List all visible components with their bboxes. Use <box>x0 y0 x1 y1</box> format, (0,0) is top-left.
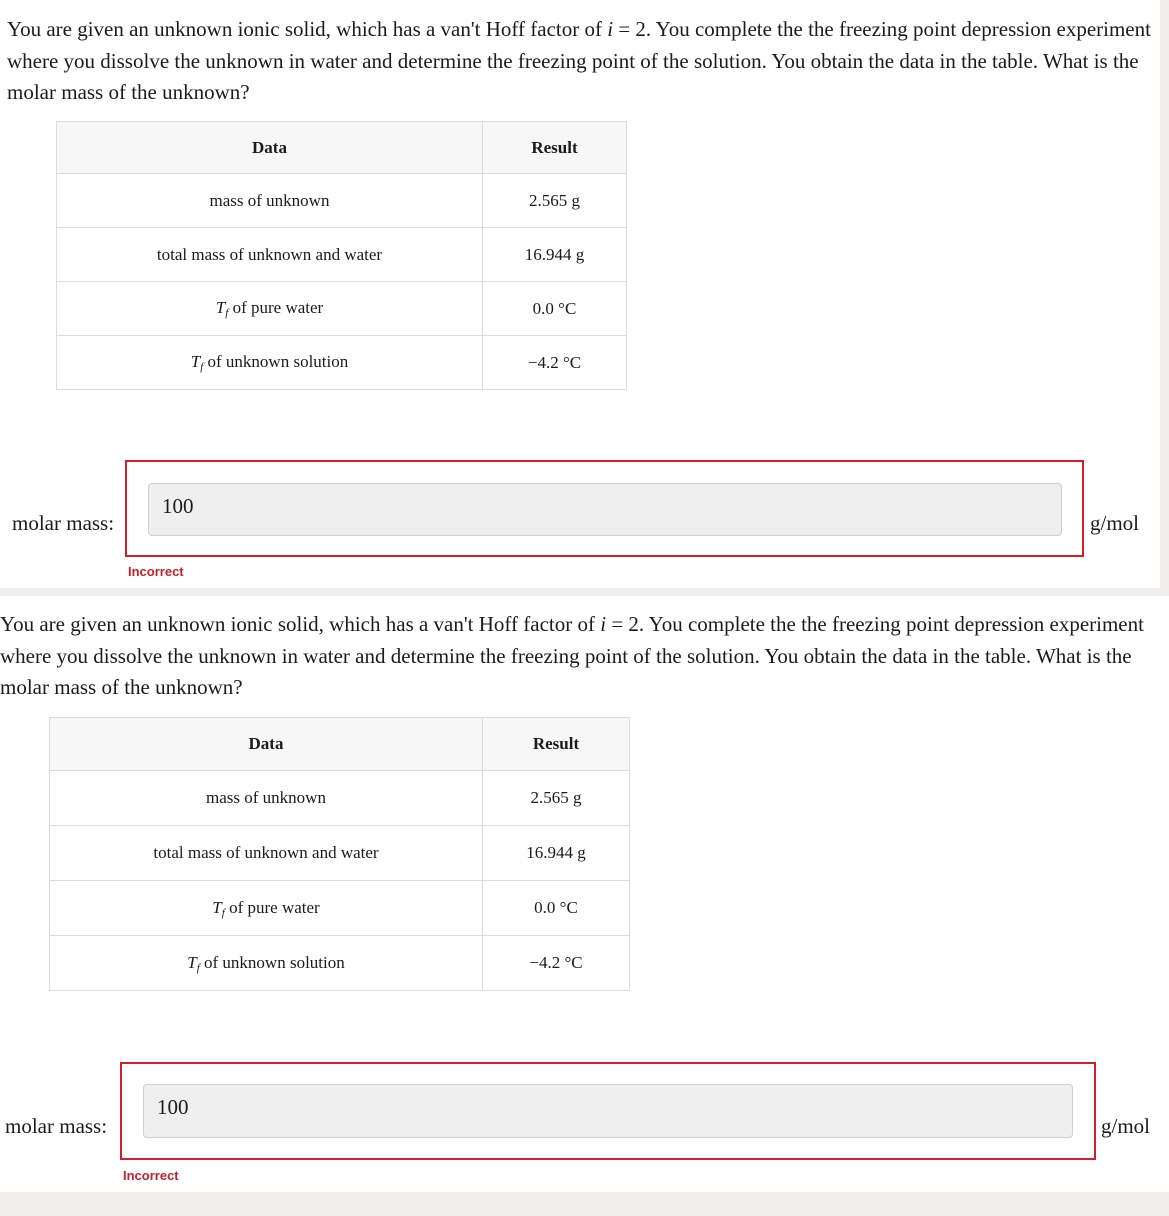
row-value: 16.944 g <box>483 228 627 282</box>
column-header-result: Result <box>483 122 627 174</box>
row-label <box>50 881 483 936</box>
feedback-incorrect: Incorrect <box>123 1168 179 1183</box>
row-label-text: of unknown solution <box>203 352 349 371</box>
unit-label: g/mol <box>1101 1114 1151 1138</box>
table-row <box>50 881 630 936</box>
vant-hoff-variable: i <box>600 612 607 636</box>
freezing-temp-subscript: f <box>196 961 200 974</box>
freezing-temp-symbol: T <box>215 298 226 317</box>
table-row <box>50 771 630 826</box>
table-row <box>57 282 627 336</box>
column-header-data: Data <box>50 718 483 771</box>
question-text-before: You are given an unknown ionic solid, which has a van't Hoff factor of <box>0 612 601 636</box>
row-label-text: of pure water <box>228 298 324 317</box>
row-label-text: total mass of unknown and water <box>156 244 383 264</box>
question-text-before: You are given an unknown ionic solid, which has a van't Hoff factor of <box>7 17 608 41</box>
row-label-text: of unknown solution <box>199 952 345 972</box>
question-text-after: = 2. You complete the the freezing point depression experiment where you dissolve the unknown in water and determine the freezing point of the solution. You obtain the data in the table. What is the molar mass of the unknown? <box>7 17 1151 104</box>
row-value: 0.0 °C <box>483 881 630 936</box>
table-row <box>50 826 630 881</box>
question-panel <box>0 596 1169 1192</box>
table-row <box>50 936 630 991</box>
row-label <box>57 282 483 336</box>
freezing-temp-symbol: T <box>187 952 197 972</box>
answer-box-incorrect <box>120 1062 1096 1160</box>
column-header-result: Result <box>483 718 630 771</box>
row-label <box>50 826 483 881</box>
table-header-row <box>57 122 627 174</box>
row-label-text: mass of unknown <box>209 190 330 210</box>
row-label-text: total mass of unknown and water <box>153 843 379 862</box>
question-text <box>7 14 1157 109</box>
freezing-temp-subscript: f <box>200 361 204 373</box>
answer-box-incorrect <box>125 460 1084 557</box>
molar-mass-label: molar mass: <box>5 1114 108 1138</box>
unit-label: g/mol <box>1090 511 1140 535</box>
row-label <box>57 174 483 228</box>
freezing-temp-subscript: f <box>221 906 225 919</box>
row-label <box>57 228 483 282</box>
table-row <box>57 228 627 282</box>
freezing-temp-symbol: T <box>212 897 222 917</box>
data-table <box>56 121 627 390</box>
freezing-temp-subscript: f <box>225 307 229 319</box>
question-panel <box>0 0 1160 588</box>
column-header-data: Data <box>57 122 483 174</box>
row-value: −4.2 °C <box>483 336 627 390</box>
feedback-incorrect: Incorrect <box>128 564 184 579</box>
freezing-temp-symbol: T <box>190 352 201 371</box>
table-row <box>57 174 627 228</box>
row-label-text: mass of unknown <box>206 788 326 807</box>
molar-mass-input[interactable]: 100 <box>143 1084 1073 1138</box>
data-table <box>49 717 630 991</box>
row-label <box>50 771 483 826</box>
question-text-after: = 2. You complete the the freezing point depression experiment where you dissolve the unknown in water and determine the freezing point of the solution. You obtain the data in the table. What is the molar mass of the unknown? <box>0 612 1144 699</box>
row-value: 2.565 g <box>483 771 630 826</box>
molar-mass-label: molar mass: <box>12 511 115 535</box>
row-value: −4.2 °C <box>483 936 630 991</box>
vant-hoff-variable: i <box>607 17 614 41</box>
row-label-text: of pure water <box>224 897 320 917</box>
row-value: 16.944 g <box>483 826 630 881</box>
question-text <box>0 609 1168 704</box>
row-label <box>57 336 483 390</box>
table-header-row <box>50 718 630 771</box>
row-value: 2.565 g <box>483 174 627 228</box>
row-value: 0.0 °C <box>483 282 627 336</box>
molar-mass-input[interactable]: 100 <box>148 483 1062 536</box>
table-row <box>57 336 627 390</box>
row-label <box>50 936 483 991</box>
